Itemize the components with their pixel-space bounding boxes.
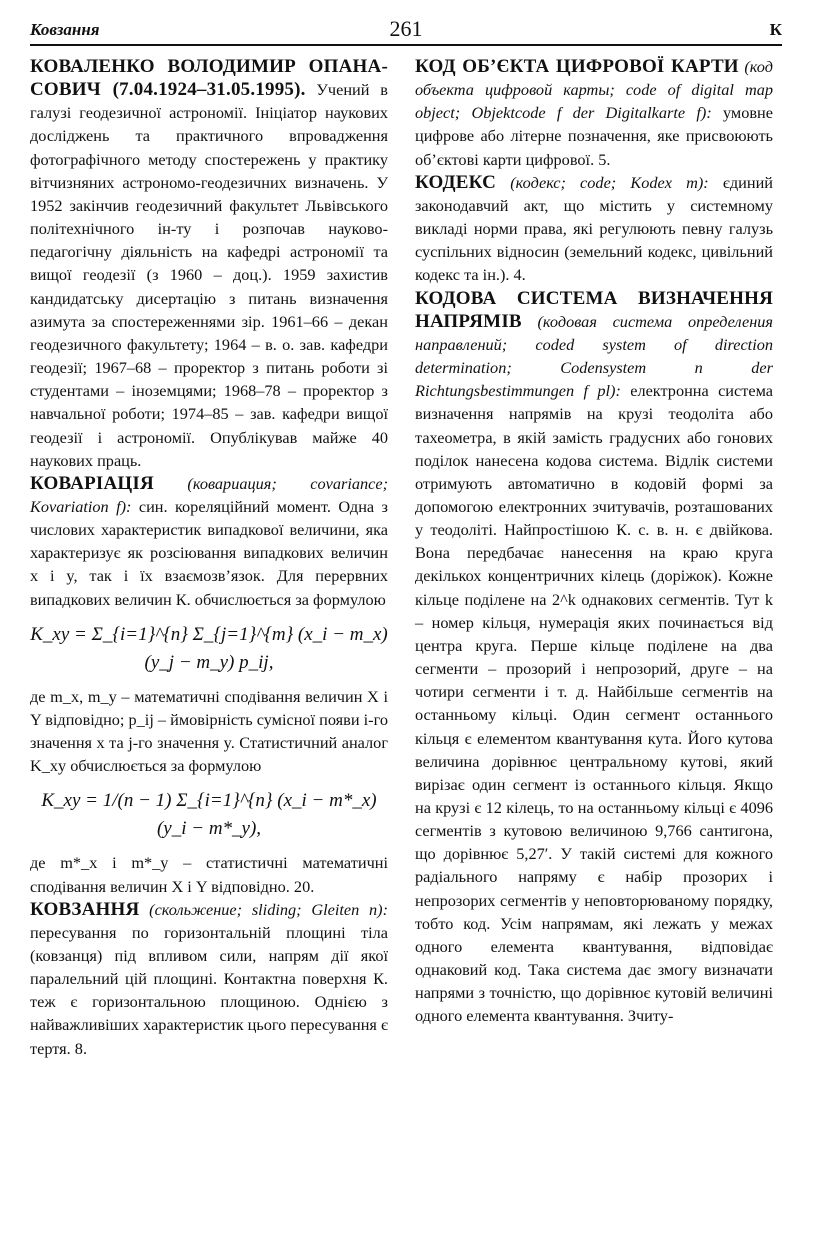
- entry-head: КОДОВА СИСТЕМА ВИЗНАЧЕННЯ НАПРЯМІВ: [415, 287, 773, 332]
- entry-kovalenko: [30, 55, 388, 472]
- running-head-right: К: [769, 20, 782, 39]
- running-head-left: Ковзання: [30, 20, 100, 39]
- entry-body: де m*_x і m*_y – статистичні математичні сподівання величин X і Y відповідно. 20.: [30, 853, 388, 896]
- entry-translations: (кодовая система определения направлений; coded system of direction determination; Codensystem n der Richtungsbestimmungen f pl):: [415, 311, 773, 401]
- formula-text: K_xy = Σ_{i=1}^{n} Σ_{j=1}^{m} (x_i − m_x)(y_j − m_y) p_ij,: [30, 623, 388, 673]
- entry-body: Учений в галузі геодезичної астрономії. Ініціатор наукових досліджень та практичного впровадження фотографічного методу спостережень у практику вітчизняних астрономо-геодезичних визначень. У 1952 закінчив геодезичний факультет Львівського політехнічного ін-ту і розпочав науково-педагогічну діяльність на кафедрі астрономії та вищої геодезії (з 1960 – доц.). 1959 захистив кандидатську дисертацію з питань визначення азимута за спостереженнями зір. 1961–66 – декан геодезичного факультету; 1964 – в. о. зав. кафедри геодезії; 1967–68 – проректор з питань роботи зі студентами – іноземцями; 1968–78 – проректор з навчальної роботи; 1974–85 – зав. кафедри вищої геодезії і астрономії. Опублікував майже 40 наукових праць.: [30, 80, 388, 470]
- entry-body: син. кореляційний момент.: [138, 496, 331, 516]
- entry-translations: (скольжение; sliding; Gleiten n):: [149, 899, 388, 919]
- page-header: [30, 10, 782, 46]
- formula-text: K_xy = 1/(n − 1) Σ_{i=1}^{n} (x_i − m*_x)(y_i − m*_y),: [41, 790, 377, 840]
- entry-body: електронна система визначення напрямів на крузі теодоліта або тахеометра, в якій замість градусних або гонових поділок нанесена кодова система. Відлік системи отримують автоматично в кодовій формі за допомогою електронних зчитувачів, розташованих у теодоліті. Найпростішою К. с. в. н. є двійкова. Вона передбачає нанесення на краю круга декількох концентричних кілець (доріжок). Кожне кільце поділене на 2^k однакових сегментів. Тут k – номер кільця, нумерація яких починається від центра круга. Перше кільце поділене на два сегменти – прозорий і непрозорий, друге – на чотири сегменти і т. д. Найбільше сегментів на останньому кільці. Один сегмент останнього кільця є елементом квантування кута. Його кутова величина дорівнює центральному кутові, який вирізає один сегмент із останнього кільця. Якщо на крузі є 12 кілець, то на останньому кільці є 4096 сегментів з кутовою величиною 9,766 сантигона, що дорівнює 5,27′. У такій системі для кожного радіального напряму є набір прозорих і непрозорих сегментів у неповторюваному порядку, тобто код. Усім напрямам, які лежать у межах одного елемента квантування, відповідає однаковий код. Така система дає змогу визначати напрями з точністю, що дорівнює кутовій величині одного елемента квантування. Зчиту-: [415, 381, 773, 1026]
- entry-body: єдиний законодавчий акт, що містить у системному викладі норми права, які регулюють певну галузь суспільних відносин (земельний кодекс, цивільний кодекс та ін.). 4.: [415, 172, 773, 285]
- entry-body: умовне цифрове або літерне позначення, яке присвоюють об’єктові карти цифрової. 5.: [415, 103, 773, 169]
- entry-kovariatsiia: [30, 472, 388, 611]
- entry-head: КОВАРІАЦІЯ: [30, 472, 154, 494]
- entry-kod-obiekta: [415, 55, 773, 171]
- entry-body: Одна з числових характеристик випадкової величини, яка характеризує як розсіювання випадкових величин x і y, так і їх взаємозв’язок. Для перервних випадкових величин К. обчислюється за формулою: [30, 496, 388, 609]
- covariance-formula: [30, 611, 388, 685]
- entry-kovzannia: [30, 898, 388, 1060]
- entry-body: де m_x, m_y – математичні сподівання величин X і Y відповідно; p_ij – ймовірність сумісної появи i-го значення x та j-го значення y. Статистичний аналог K_xy обчислюється за формулою: [30, 686, 389, 776]
- entry-translations: (код объекта цифровой карты; code of digital map object; Objektcode f der Digitalkarte f):: [415, 57, 773, 123]
- entry-head: КОДЕКС: [415, 171, 497, 193]
- page-number: 261: [389, 16, 423, 41]
- entry-head: КОВАЛЕНКО ВОЛОДИМИР ОПАНА-СОВИЧ (7.04.1924–31.05.1995).: [30, 56, 388, 101]
- statistical-covariance-formula: [30, 777, 388, 851]
- entry-head: КОВЗАННЯ: [30, 898, 140, 920]
- right-column: [415, 55, 773, 1028]
- entry-head: КОД ОБ’ЄКТА ЦИФРОВОЇ КАРТИ: [415, 56, 739, 77]
- entry-kovariatsiia-end: [30, 851, 388, 897]
- entry-translations: (кодекс; code; Kodex m):: [510, 172, 709, 192]
- entry-translations: (ковариация; covariance; Kovariation f):: [30, 473, 388, 516]
- left-column: [30, 55, 388, 1060]
- entry-body: пересування по горизонтальній площині тіла (ковзанця) під впливом сили, напрям дії якої паралельний цій площині. Контактна поверхня К. теж є горизонтальною площиною. Однією з найважливіших характеристик цього пересування є тертя. 8.: [30, 922, 388, 1058]
- entry-kodova-systema: [415, 287, 773, 1028]
- entry-kovariatsiia-cont: [30, 685, 388, 778]
- entry-kodeks: [415, 171, 773, 287]
